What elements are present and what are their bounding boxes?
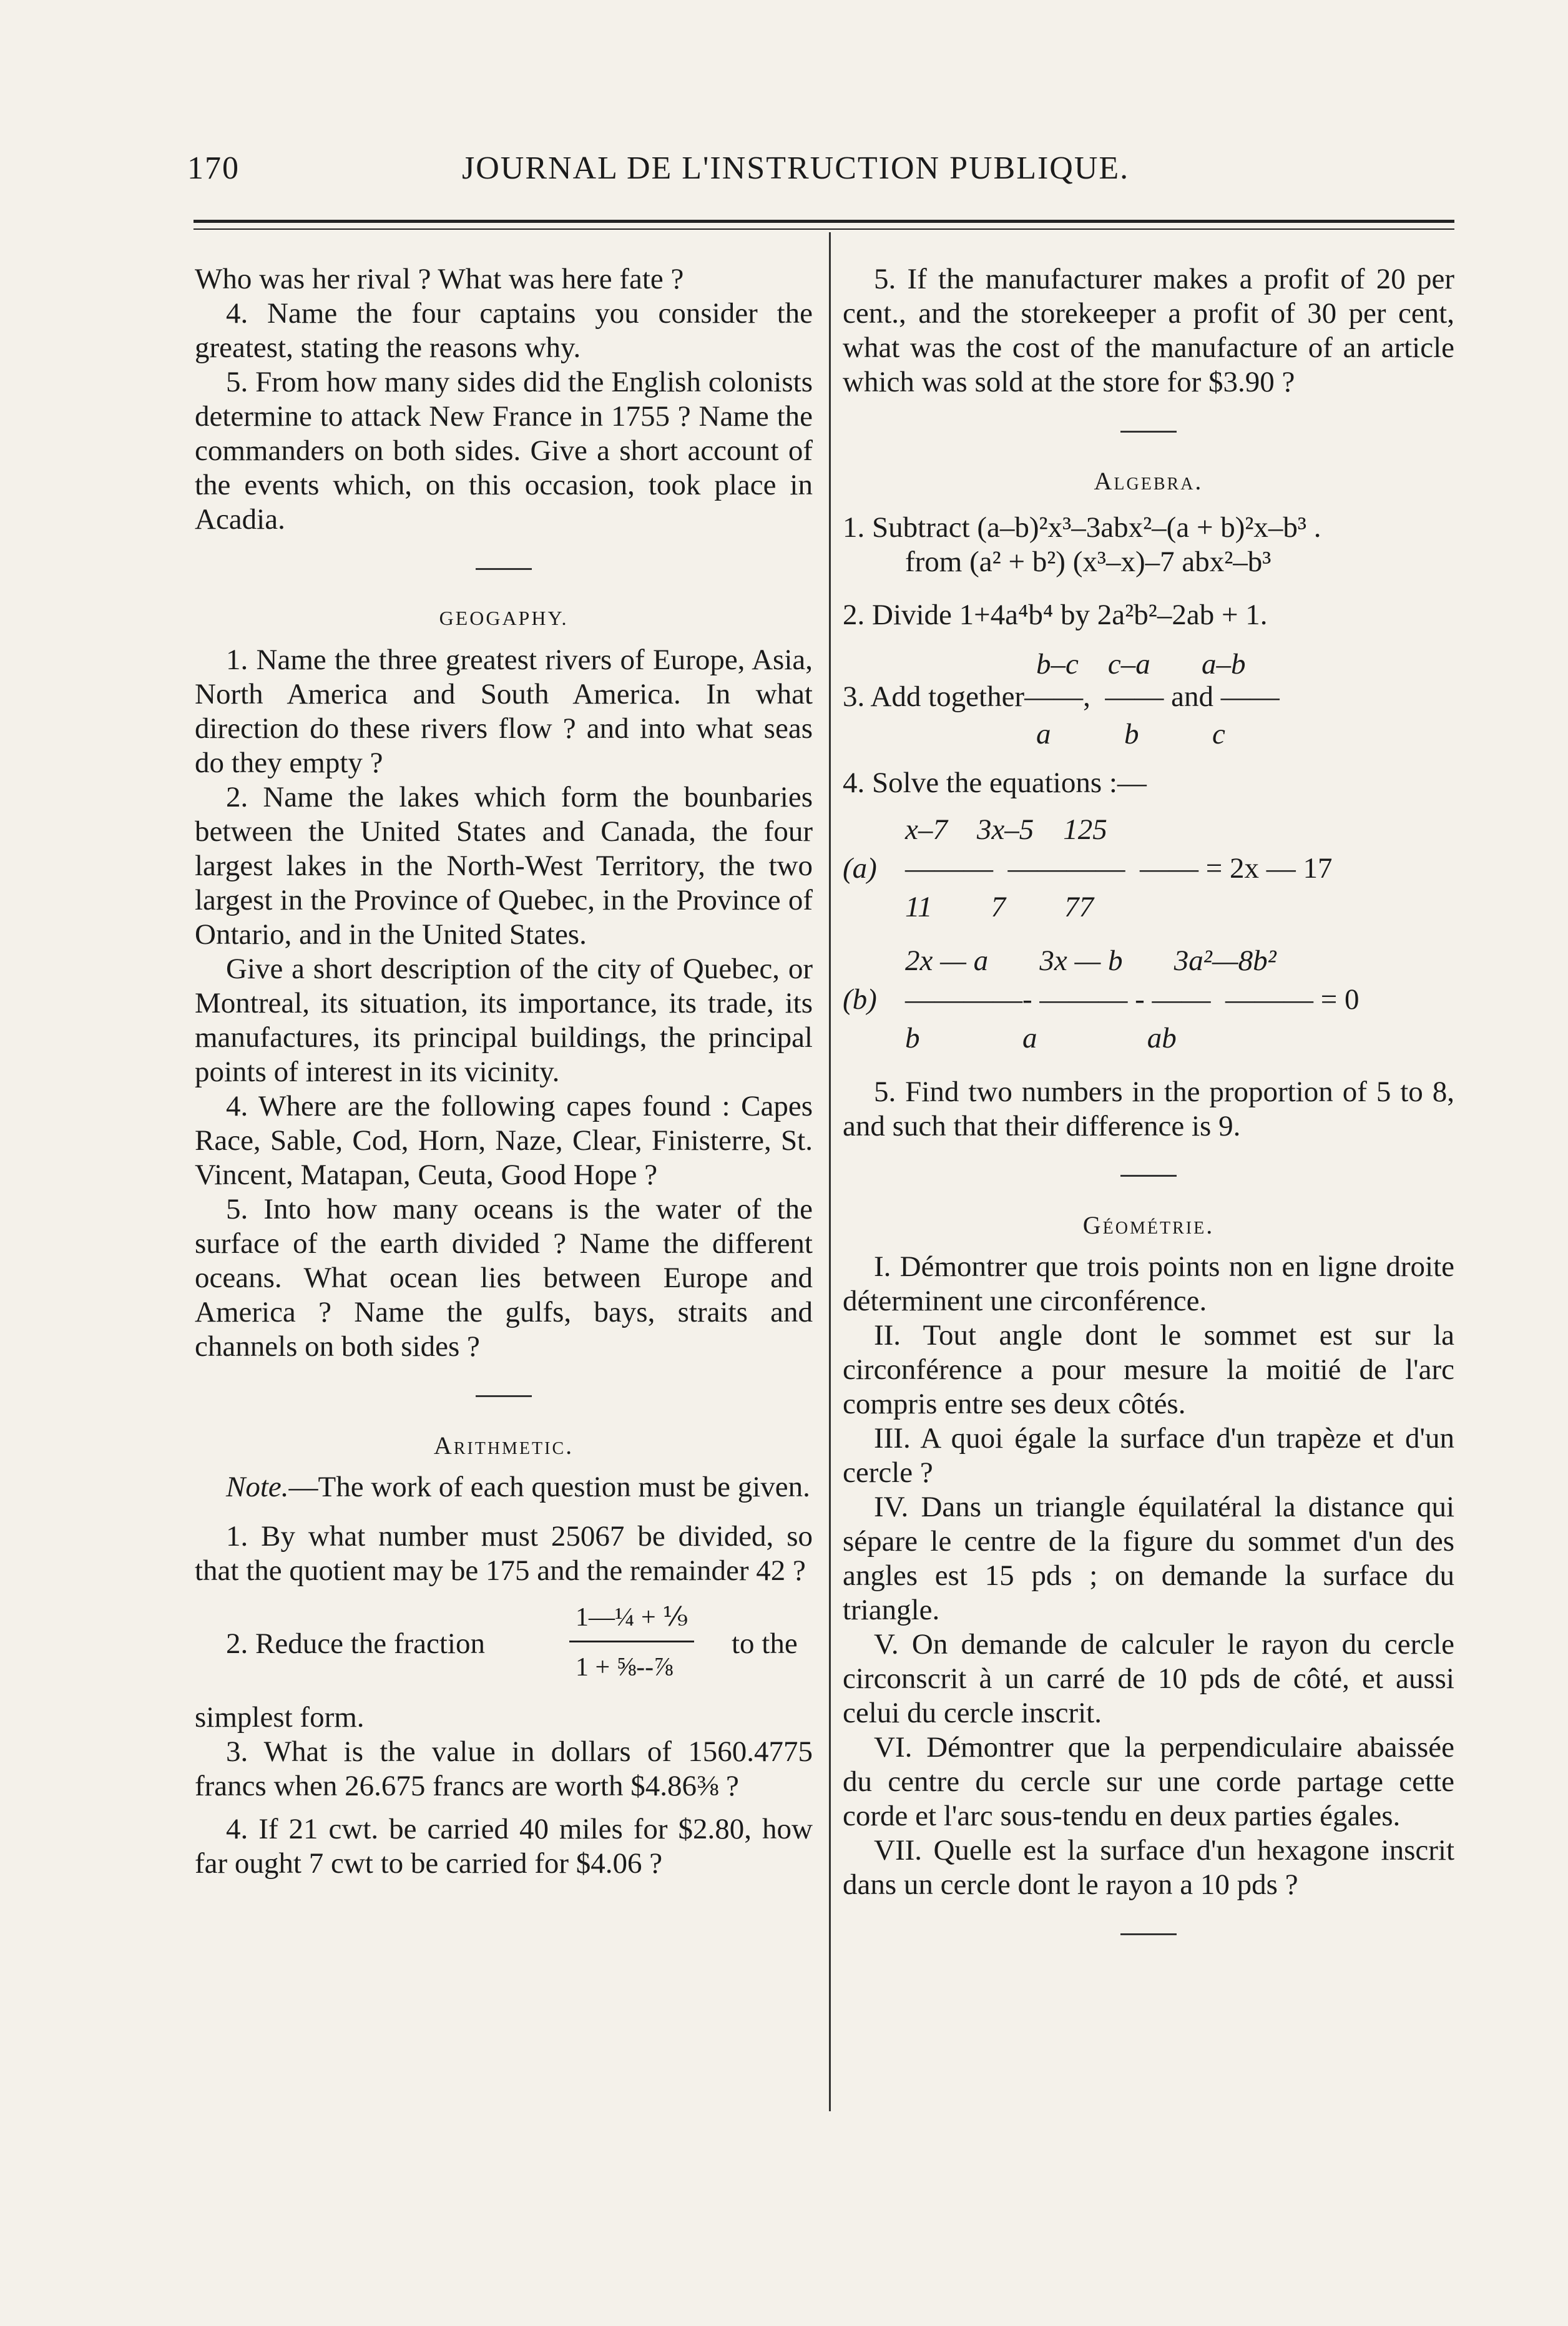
add-numerators: b–c c–a a–b — [1036, 648, 1246, 680]
equation-b-denominators: b a ab — [905, 1022, 1177, 1054]
algebra-question-5: 5. Find two numbers in the proportion of 5 to 8, and such that their difference is 9. — [843, 1076, 1454, 1142]
algebra-question-1-line1: 1. Subtract (a–b)²x³–3abx²–(a + b)²x–b³ . — [843, 511, 1321, 544]
geometry-question-3: III. A quoi égale la surface d'un trapèze et d'un cercle ? — [843, 1422, 1454, 1489]
algebra-question-2: 2. Divide 1+4a⁴b⁴ by 2a²b²–2ab + 1. — [843, 599, 1268, 631]
arithmetic-heading: Arithmetic. — [433, 1431, 574, 1460]
geometry-heading: Géométrie. — [1082, 1211, 1215, 1239]
geometry-question-6: VI. Démontrer que la perpendiculaire abaissée du centre du cercle sur une corde partage cette corde et l'arc sous-tendu en deux parties égales. — [843, 1731, 1454, 1832]
equation-b — [843, 944, 1454, 1056]
section-separator — [1120, 1933, 1177, 1935]
right-column — [843, 262, 1454, 1966]
geometry-question-5: V. On demande de calculer le rayon du cercle circonscrit à un carré de 10 pds de côté, et aussi celui du cercle inscrit. — [843, 1628, 1454, 1729]
note-text: —The work of each question must be given. — [288, 1471, 810, 1503]
geography-question-4: 4. Where are the following capes found : Capes Race, Sable, Cod, Horn, Naze, Clear, Finisterre, St. Vincent, Matapan, Ceuta, Good Hope ? — [195, 1090, 813, 1191]
arithmetic-question-5: 5. If the manufacturer makes a profit of 20 per cent., and the storekeeper a profit of 30 per cent, what was the cost of the manufacture of an article which was sold at the store for $3.90 ? — [843, 263, 1454, 398]
arithmetic-note — [195, 1470, 813, 1504]
header-rule-thin — [194, 228, 1454, 230]
arithmetic-question-2 — [195, 1601, 813, 1694]
geography-question-3: Give a short description of the city of Quebec, or Montreal, its situation, its importance, its trade, its manufactures, its principal buildings, the principal points of interest in its vicinity. — [195, 953, 813, 1088]
equation-a-denominators: 11 7 77 — [905, 891, 1094, 923]
page-number: 170 — [187, 150, 240, 186]
add-instruction: 3. Add together——, —— and —— — [843, 680, 1280, 713]
page-header — [187, 150, 1448, 200]
history-question-continued: Who was her rival ? What was here fate ? — [195, 263, 684, 295]
geometry-question-7: VII. Quelle est la surface d'un hexagone inscrit dans un cercle dont le rayon a 10 pds ? — [843, 1834, 1454, 1901]
geometry-question-4: IV. Dans un triangle équilatéral la distance qui sépare le centre de la figure du sommet d'un des angles est 15 pds ; on demande la surface du triangle. — [843, 1491, 1454, 1626]
header-rule-thick — [194, 220, 1454, 223]
equation-a-label: (a) — [843, 852, 877, 885]
equation-b-bars: ————- ——— - —— ——— = 0 — [905, 983, 1360, 1016]
geography-question-2: 2. Name the lakes which form the bounbaries between the United States and Canada, the four largest lakes in the North-West Territory, the two largest in the Province of Quebec, in the Province of Ontario, and in the United States. — [195, 781, 813, 951]
equation-a-bars: ——— ———— —— = 2x — 17 — [905, 852, 1333, 885]
history-question-4: 4. Name the four captains you consider the greatest, stating the reasons why. — [195, 297, 813, 364]
fraction-bar — [569, 1641, 694, 1642]
algebra-question-3 — [843, 647, 1454, 750]
arithmetic-question-4: 4. If 21 cwt. be carried 40 miles for $2.80, how far ought 7 cwt to be carried for $4.06 ? — [195, 1813, 813, 1880]
fraction-prefix: 2. Reduce the fraction — [226, 1627, 485, 1660]
journal-title: JOURNAL DE L'INSTRUCTION PUBLIQUE. — [462, 150, 1130, 186]
section-separator — [1120, 431, 1177, 433]
column-divider — [829, 232, 831, 2111]
arithmetic-question-1: 1. By what number must 25067 be divided, so that the quotient may be 175 and the remainder 42 ? — [195, 1520, 813, 1587]
section-separator — [1120, 1175, 1177, 1177]
history-question-5: 5. From how many sides did the English colonists determine to attack New France in 1755 ? Name the commanders on both sides. Give a short account of the events which, on this occasion, took place in Acadia. — [195, 366, 813, 536]
fraction-numerator: 1—¼ + ⅑ — [576, 1603, 688, 1632]
equation-b-numerators: 2x — a 3x — b 3a²—8b² — [905, 945, 1276, 977]
equation-a — [843, 813, 1454, 925]
fraction-suffix-line: simplest form. — [195, 1701, 365, 1734]
arithmetic-question-3: 3. What is the value in dollars of 1560.4775 francs when 26.675 francs are worth $4.86⅜ ? — [195, 1735, 813, 1802]
fraction-denominator: 1 + ⅝--⅞ — [576, 1653, 674, 1682]
geography-question-5: 5. Into how many oceans is the water of the surface of the earth divided ? Name the different oceans. What ocean lies between Europe and America ? Name the gulfs, bays, straits and channels on both sides ? — [195, 1193, 813, 1363]
geography-heading: GEOGAPHY. — [439, 607, 569, 629]
geography-question-1: 1. Name the three greatest rivers of Europe, Asia, North America and South America. In what direction do these rivers flow ? and into what seas do they empty ? — [195, 644, 813, 779]
algebra-question-1-line2: from (a² + b²) (x³–x)–7 abx²–b³ — [905, 546, 1272, 578]
algebra-heading: Algebra. — [1094, 467, 1203, 495]
equation-b-label: (b) — [843, 983, 877, 1016]
note-label: Note. — [226, 1471, 289, 1503]
add-denominators: a b c — [1036, 718, 1225, 750]
fraction-suffix: to the — [732, 1627, 798, 1660]
geometry-question-2: II. Tout angle dont le sommet est sur la circonférence a pour mesure la moitié de l'arc compris entre ses deux côtés. — [843, 1319, 1454, 1420]
section-separator — [476, 1395, 532, 1397]
left-column — [195, 262, 813, 1881]
algebra-question-4: 4. Solve the equations :— — [843, 767, 1147, 799]
geometry-question-1: I. Démontrer que trois points non en ligne droite déterminent une circonférence. — [843, 1250, 1454, 1317]
section-separator — [476, 568, 532, 570]
equation-a-numerators: x–7 3x–5 125 — [905, 813, 1107, 846]
